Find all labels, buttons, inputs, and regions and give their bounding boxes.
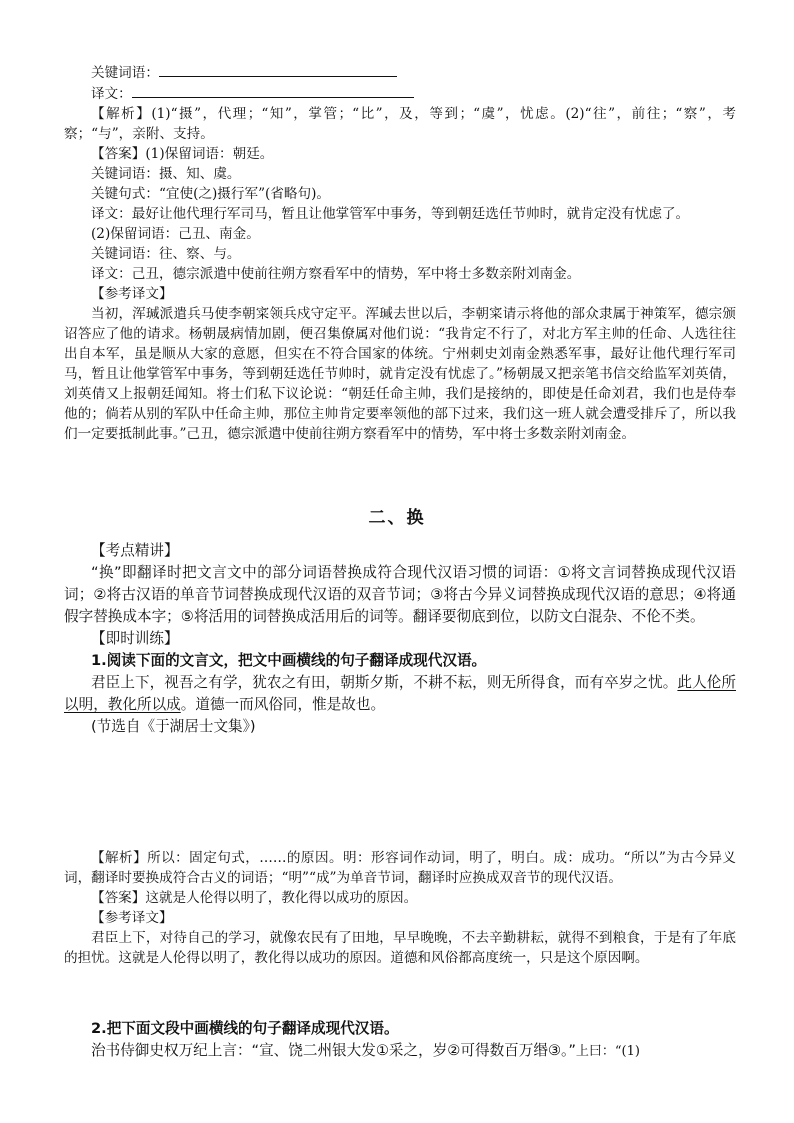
translation-label: 译文： (91, 86, 132, 102)
question-2-text-a: 治书侍御史权万纪上言：“宣、饶二州银大发①采之，岁②可得数百万缗③。” (91, 1042, 576, 1059)
keywords-blank[interactable] (159, 62, 397, 77)
question-1-ref-label: 【参考译文】 (91, 910, 173, 926)
answer1-pattern: 关键句式：“宜使(之)摄行军”(省略句)。 (91, 186, 331, 202)
question-1-ref-text: 君臣上下，对待自己的学习，就像农民有了田地，早早晚晚，不去辛勤耕耘，就得不到粮食，于是有了年底的担忧。这就是人伦得以明了，教化得以成功的原因。道德和风俗都高度统一，只是这个原因啊。 (64, 930, 736, 966)
question-2-text (64, 1040, 736, 1063)
section-1 (64, 62, 736, 444)
section-heading: 二、换 (368, 508, 426, 528)
keywords-line (64, 62, 736, 83)
question-1-answer: 【答案】这就是人伦得以明了，教化得以成功的原因。 (91, 890, 418, 906)
training-label: 【即时训练】 (91, 630, 179, 647)
reference-text: 当初，浑瑊派遣兵马使李朝寀领兵戍守定平。浑瑊去世以后，李朝寀请示将他的部众隶属于神策军，德宗颁诏答应了他的请求。杨朝晟病情加剧，便召集僚属对他们说：“我肯定不行了，对北方军主帅的任命、人选往往出自本军，虽是顺从大家的意愿，但实在不符合国家的体统。宁州刺史刘南金熟悉军事，最好让他代理行军司马，暂且让他掌管军中事务，等到朝廷选任节帅时，就肯定没有忧虑了。”杨朝晟又把亲笔书信交给监军刘英倩，刘英倩又上报朝廷闻知。将士们私下议论说：“朝廷任命主帅，我们是接纳的，即使是任命刘君，我们也是侍奉他的；倘若从别的军队中任命主帅，那位主帅肯定要率领他的部下过来，我们这一班人就会遭受排斥了，所以我们一定要抵制此事。”己丑，德宗派遣中使前往朔方察看军中的情势，军中将士多数亲附刘南金。 (64, 306, 736, 442)
answer1-keywords: 关键词语：摄、知、虞。 (91, 166, 241, 182)
answer2-reserve: (2)保留词语：己丑、南金。 (91, 226, 260, 242)
question-1-text-b: 。道德一而风俗同，惟是故也。 (180, 696, 386, 713)
section-2-question-2 (64, 1018, 736, 1063)
translation-line (64, 83, 736, 104)
question-1-text-a: 君臣上下，视吾之有学，犹农之有田，朝斯夕斯，不耕不耘，则无所得食，而有卒岁之忧。 (91, 674, 678, 691)
answer1-translation: 译文：最好让他代理行军司马，暂且让他掌管军中事务，等到朝廷选任节帅时，就肯定没有忧虑了。 (91, 206, 690, 222)
kaodian-text: “换”即翻译时把文言文中的部分词语替换成符合现代汉语习惯的词语：①将文言词替换成现代汉语词；②将古汉语的单音节词替换成现代汉语的双音节词；③将古今异义词替换成现代汉语的意思；④将通假字替换成本字；⑤将活用的词替换成活用后的词等。翻译要彻底到位，以防文白混杂、不伦不类。 (64, 564, 736, 625)
question-1-underlined-sentence: 此人伦所以明，教化所以成 (64, 674, 736, 713)
section-2-upper (64, 540, 736, 738)
question-1-text (64, 672, 736, 716)
question-1-source: (节选自《于湖居士文集》) (91, 718, 256, 735)
kaodian-label: 【考点精讲】 (91, 542, 179, 559)
reference-label: 【参考译文】 (91, 286, 173, 302)
question-1-title: 1.阅读下面的文言文，把文中画横线的句子翻译成现代汉语。 (91, 652, 487, 669)
answer2-translation: 译文：己丑，德宗派遣中使前往朔方察看军中的情势，军中将士多数亲附刘南金。 (91, 266, 581, 282)
question-1-analysis: 【解析】所以：固定句式，……的原因。明：形容词作动词，明了，明白。成：成功。“所以”为古今异义词，翻译时要换成符合古义的词语；“明”“成”为单音节词，翻译时应换成双音节的现代汉语。 (64, 850, 736, 886)
translation-blank[interactable] (132, 83, 414, 98)
keywords-label: 关键词语： (91, 65, 159, 81)
answer1-reserve: 【答案】(1)保留词语：朝廷。 (91, 146, 274, 162)
section-2-answers (64, 848, 736, 968)
question-2-text-b: 上曰：“(1) (575, 1044, 640, 1059)
question-2-title: 2.把下面文段中画横线的句子翻译成现代汉语。 (91, 1020, 399, 1037)
analysis-paragraph: 【解析】(1)“摄”，代理；“知”，掌管；“比”，及，等到；“虞”，忧虑。(2)“往”，前往；“察”，考察；“与”，亲附、支持。 (64, 106, 736, 142)
answer2-keywords: 关键词语：往、察、与。 (91, 246, 241, 262)
